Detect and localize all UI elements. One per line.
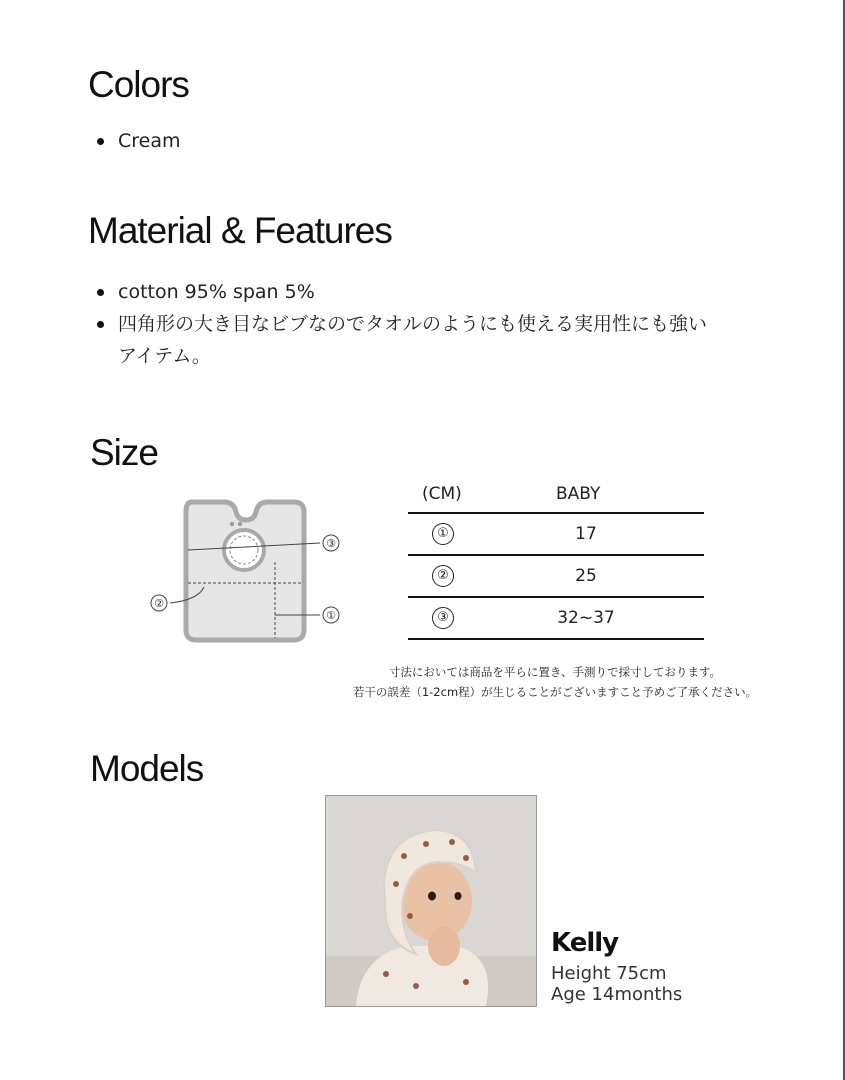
model-name: Kelly — [551, 928, 619, 958]
diagram-label-1 — [323, 607, 339, 623]
row-value: 17 — [575, 524, 597, 544]
bib-diagram — [140, 490, 350, 650]
list-item — [88, 308, 707, 372]
row-marker: ② — [432, 565, 454, 587]
header-size: BABY — [556, 484, 601, 504]
row-value: 32~37 — [557, 608, 615, 628]
colors-list — [88, 125, 181, 157]
diagram-label-3 — [323, 535, 339, 551]
size-note-line1: 寸法においては商品を平らに置き、手測りで採寸しております。 — [388, 665, 722, 679]
material-heading: Material & Features — [88, 210, 392, 251]
svg-text:③: ③ — [326, 537, 336, 550]
snap-dot — [230, 522, 234, 526]
row-marker: ① — [432, 523, 454, 545]
size-heading: Size — [90, 432, 158, 473]
models-heading: Models — [90, 748, 204, 789]
list-item: Cream — [88, 125, 181, 157]
list-item: cotton 95% span 5% — [88, 276, 707, 308]
svg-text:①: ① — [326, 609, 336, 622]
list-item-line: 四角形の大き目なビブなのでタオルのようにも使える実用性にも強い — [118, 313, 708, 335]
table-row — [408, 512, 704, 554]
size-table — [408, 478, 704, 640]
model-photo — [325, 795, 537, 1007]
row-marker: ③ — [432, 607, 454, 629]
colors-heading: Colors — [88, 64, 189, 105]
list-item-line: アイテム。 — [118, 345, 211, 367]
diagram-label-2 — [151, 595, 167, 611]
model-photo-illustration — [326, 796, 536, 1006]
header-unit: (CM) — [422, 484, 462, 504]
snap-dot — [238, 522, 242, 526]
model-height: Height 75cm — [551, 963, 667, 984]
table-row — [408, 554, 704, 596]
material-list — [88, 276, 707, 372]
model-age: Age 14months — [551, 984, 683, 1005]
svg-text:②: ② — [154, 597, 164, 610]
size-note-line2: 若干の誤差（1-2cm程）が生じることがございますこと予めご了承ください。 — [352, 685, 758, 699]
table-row — [408, 596, 704, 640]
row-value: 25 — [575, 566, 597, 586]
size-table-header — [408, 478, 704, 512]
